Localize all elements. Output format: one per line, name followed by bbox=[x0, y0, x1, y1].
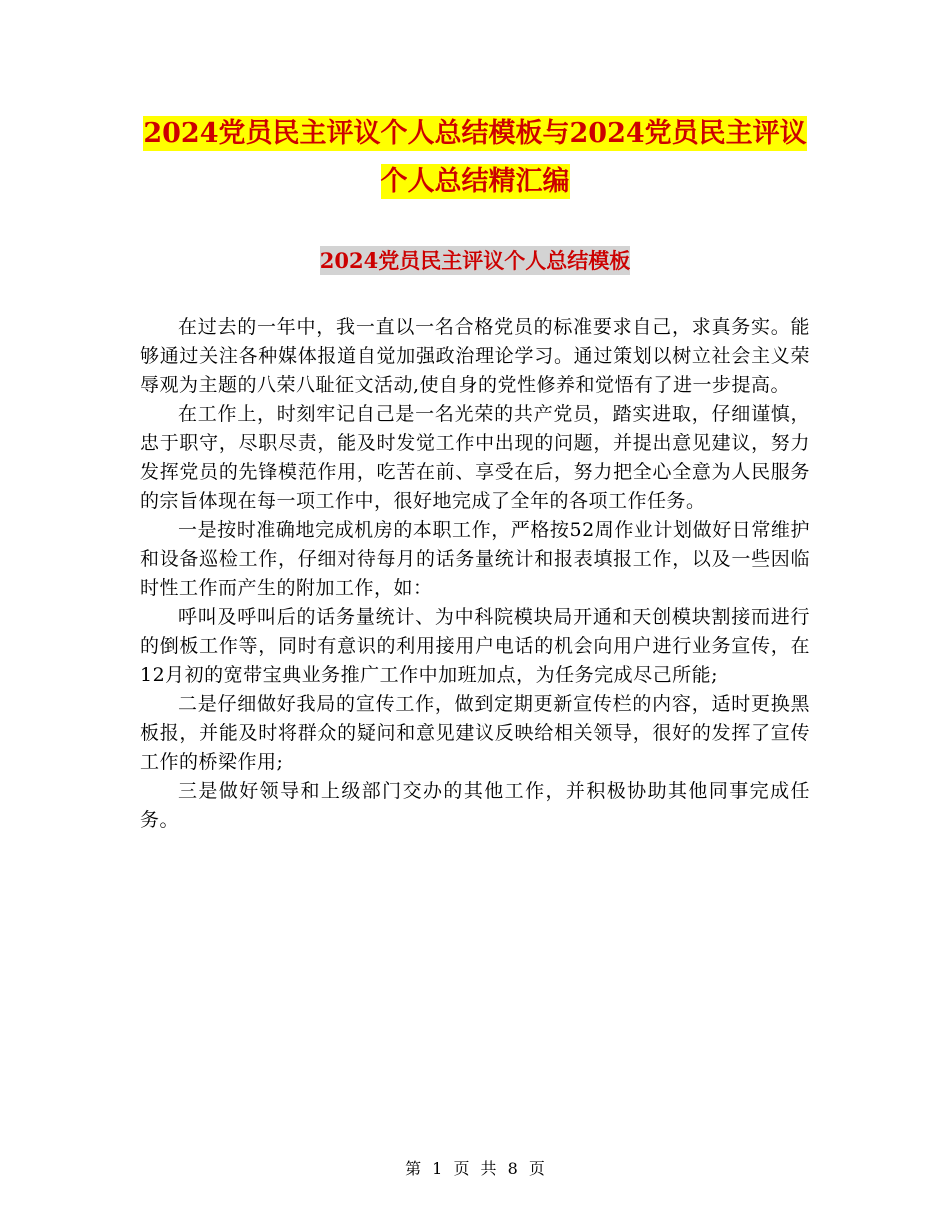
section-title bbox=[140, 244, 810, 278]
paragraph-1: 在过去的一年中，我一直以一名合格党员的标准要求自己，求真务实。能够通过关注各种媒体报道自觉加强政治理论学习。通过策划以树立社会主义荣辱观为主题的八荣八耻征文活动,使自身的党性修养和觉悟有了进一步提高。 bbox=[140, 316, 810, 396]
paragraph-2: 在工作上，时刻牢记自己是一名光荣的共产党员，踏实进取，仔细谨慎，忠于职守，尽职尽责，能及时发觉工作中出现的问题，并提出意见建议，努力发挥党员的先锋模范作用，吃苦在前、享受在后，努力把全心全意为人民服务的宗旨体现在每一项工作中，很好地完成了全年的各项工作任务。 bbox=[140, 403, 810, 512]
document-title-line2: 个人总结精汇编 bbox=[380, 166, 570, 197]
document-body bbox=[140, 313, 810, 835]
section-title-text: 2024党员民主评议个人总结模板 bbox=[319, 248, 631, 273]
paragraph-4: 呼叫及呼叫后的话务量统计、为中科院模块局开通和天创模块割接而进行的倒板工作等，同时有意识的利用接用户电话的机会向用户进行业务宣传，在12月初的宽带宝典业务推广工作中加班加点，为任务完成尽己所能; bbox=[140, 606, 810, 686]
page-footer: 第 1 页 共 8 页 bbox=[405, 1159, 545, 1178]
paragraph-5: 二是仔细做好我局的宣传工作，做到定期更新宣传栏的内容，适时更换黑板报，并能及时将群众的疑问和意见建议反映给相关领导，很好的发挥了宣传工作的桥梁作用; bbox=[140, 693, 810, 773]
document-title bbox=[140, 110, 810, 206]
paragraph-3: 一是按时准确地完成机房的本职工作，严格按52周作业计划做好日常维护和设备巡检工作，仔细对待每月的话务量统计和报表填报工作，以及一些因临时性工作而产生的附加工作，如： bbox=[140, 519, 810, 599]
paragraph-6: 三是做好领导和上级部门交办的其他工作，并积极协助其他同事完成任务。 bbox=[140, 780, 810, 831]
document-title-line1: 2024党员民主评议个人总结模板与2024党员民主评议 bbox=[143, 118, 807, 149]
